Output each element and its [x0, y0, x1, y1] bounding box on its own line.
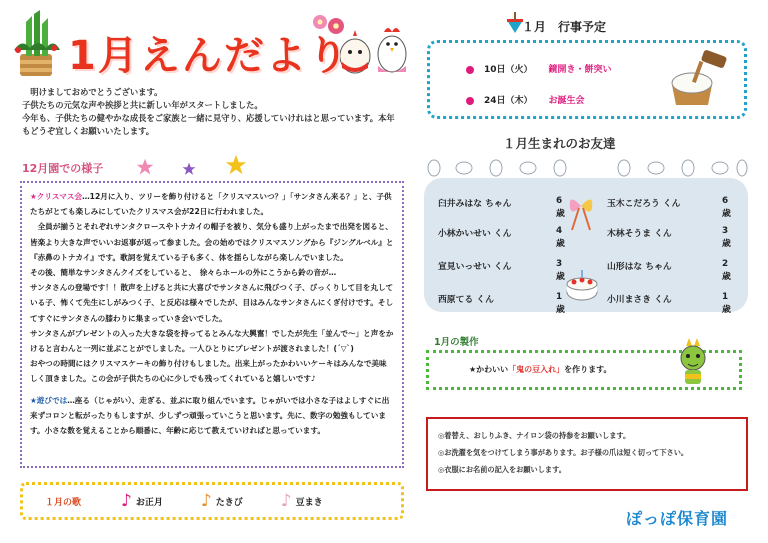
songs-label: １月の歌	[45, 497, 82, 508]
kid-name: 宣見いっせい	[438, 262, 491, 272]
song-name: たきび	[215, 497, 243, 508]
penguin-icon	[424, 152, 748, 178]
song-name: 豆まき	[295, 497, 323, 508]
kid-suffix: くん	[662, 199, 681, 209]
music-note-icon: ♪	[200, 491, 212, 511]
event-date: 24日（木）	[484, 96, 533, 106]
greeting-text	[22, 86, 402, 138]
birthday-kid	[607, 196, 731, 219]
bullet-icon	[466, 97, 474, 105]
kid-age: 2歳	[722, 259, 731, 282]
craft-suffix: を作ります。	[564, 365, 612, 374]
craft-text	[469, 364, 612, 375]
december-paragraph	[30, 189, 394, 219]
craft-prefix: ★かわいい	[469, 365, 509, 374]
birthday-kid	[438, 292, 565, 315]
organization-name: ぽっぽ保育園	[626, 509, 729, 528]
kid-name: 小川まさき	[607, 295, 651, 305]
events-title: １月 行事予定	[522, 20, 607, 34]
kid-name: 臼井みはな	[438, 199, 482, 209]
birthday-kid	[438, 196, 565, 219]
december-report-box	[20, 181, 404, 468]
events-box	[427, 40, 747, 119]
birthday-box	[424, 178, 748, 315]
mochi-pounding-icon	[662, 49, 732, 109]
event-item	[466, 93, 585, 106]
kid-age: 6歳	[722, 196, 731, 219]
kid-age: 4歳	[556, 226, 565, 249]
note-item: ◎衣服にお名前の記入をお願いします。	[438, 465, 566, 474]
kid-name: 山形はな	[607, 262, 643, 272]
star-icon	[225, 154, 247, 176]
event-text: 鏡開き・餅突い	[548, 65, 612, 75]
song-item	[121, 491, 163, 511]
december-heading: 12月園での様子	[22, 162, 104, 175]
kid-suffix: ちゃん	[485, 199, 512, 209]
birthday-kid	[438, 259, 565, 282]
december-paragraph: サンタさんの登場です！！散声を上げると共に大喜びでサンタさんに飛びつく子、びっくりして目を丸している子、怖くて先生にしがみつく子、と反応は様々でしたが、目はみんなサンタさんにくぎ付けです。そしてすぐにサンタさんの膝わりに集まっていき会いでした。	[30, 283, 394, 323]
ribbon-icon	[564, 192, 598, 232]
music-note-icon: ♪	[121, 491, 132, 511]
music-note-icon: ♪	[280, 491, 292, 511]
event-text: お誕生会	[548, 96, 585, 106]
songs-box	[20, 482, 404, 520]
december-paragraph	[30, 393, 394, 439]
event-item	[466, 62, 612, 75]
birthday-kid	[607, 259, 731, 282]
paragraph-text: …12月に入り、ツリーを飾り付けると「クリスマスいつ？」「サンタさん来る？」と、子供たちがとても楽しみにしていたクリスマス会が22日に行われました。	[30, 192, 392, 217]
craft-title: 1月の製作	[434, 337, 479, 348]
rooster-icon	[372, 22, 412, 76]
kid-name: 木林そうま	[607, 229, 651, 239]
kid-suffix: くん	[493, 229, 512, 239]
december-paragraph: その後、簡単なサンタさんクイズをしていると、 徐々らホールの外にこうから鈴の音が…	[30, 268, 337, 278]
christmas-label: ★クリスマス会	[30, 192, 83, 201]
kid-age: 6歳	[556, 196, 565, 219]
kid-suffix: くん	[493, 262, 512, 272]
kid-suffix: くん	[654, 229, 672, 239]
birthday-kid	[438, 226, 565, 249]
star-icon	[136, 158, 154, 176]
kid-age: 1歳	[556, 292, 565, 315]
kid-name: 玉木こだろう	[607, 199, 660, 209]
kid-suffix: ちゃん	[645, 262, 672, 272]
december-paragraph: 全員が揃うとそれぞれサンタクロースやトナカイの帽子を被り、気分も盛り上がったまで出発を図ると、皆楽より大きな声でいいお返事が返って参ました。会の始めではクリスマスソングから『ジングルベル』と『赤鼻のトナカイ』です。歌詞を覚えている子も多く、体を揺らしながら楽しんでいました。	[30, 222, 394, 262]
kid-name: 西原てる	[438, 295, 474, 305]
kid-suffix: くん	[654, 295, 672, 305]
kid-age: 3歳	[722, 226, 731, 249]
notes-box	[426, 417, 748, 491]
kid-age: 1歳	[722, 292, 731, 315]
song-item	[281, 491, 323, 511]
cake-icon	[565, 268, 599, 302]
kid-suffix: くん	[476, 295, 494, 305]
star-icon	[182, 162, 196, 176]
kid-age: 3歳	[556, 259, 565, 282]
game-text: …座る（じゃがい）、走ぎる、並ぶに取り組んでいます。じゃがいでは小さな子はよしすぐに出来ずコロンと転がったりもしますが、少しずつ頑張っていこうと思います。先に、数字の勉強もしています。小さな数を覚えることから順番に、年齢に応じて教えていければと思っています。	[30, 395, 390, 436]
event-date: 10日（火）	[484, 65, 533, 75]
december-paragraph: サンタさんがプレゼントの入った大きな袋を持ってるとみんな大興奮！でしたが先生「並んで〜」と声をかけると言わんと一列に並ぶことがでしました。一人ひとりにプレゼントが渡されました！(´▽`)	[30, 328, 394, 354]
kid-name: 小林かいせい	[438, 229, 491, 239]
craft-highlight: 「鬼の豆入れ」	[508, 365, 565, 374]
note-item: ◎お洗濯を気をつけてしまう事があります。お子様の爪は短く切って下さい。	[438, 448, 689, 457]
december-paragraph: おやつの時間にはクリスマスケーキの飾り付けもしました。出来上がったかわいいケーキはみんなで美味しく頂きました。この会が子供たちの心に少しでも残ってくれていると嬉しいです♪	[30, 359, 387, 384]
birthday-kid	[607, 292, 731, 315]
kadomatsu-icon	[8, 10, 64, 78]
note-item: ◎着替え、おしりふき、ナイロン袋の持参をお願いします。	[438, 431, 631, 440]
greeting-line: 子供たちの元気な声や挨拶と共に新しい年がスタートしました。	[22, 100, 263, 110]
page-title: 1月えんだより	[68, 33, 350, 79]
oni-icon	[676, 338, 710, 390]
song-name: お正月	[135, 497, 163, 508]
greeting-line: 明けましておめでとうございます。	[22, 87, 163, 97]
greeting-line: 今年も、子供たちの健やかな成長をご家族と一緒に見守り、応援していけれはと思っています。本年もどうぞ宜しくお願いいたします。	[22, 113, 395, 136]
birthday-kid	[607, 226, 731, 249]
birthday-title: １月生まれのお友達	[503, 136, 616, 151]
game-label: ★遊びでは	[30, 395, 68, 405]
song-item	[201, 491, 243, 511]
bullet-icon	[466, 66, 474, 74]
